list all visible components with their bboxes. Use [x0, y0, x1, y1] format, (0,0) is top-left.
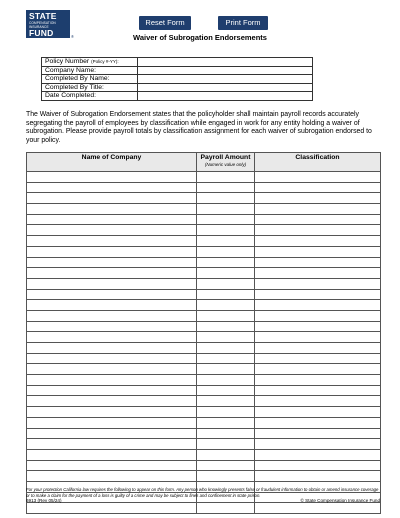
company-cell[interactable] — [27, 407, 197, 418]
table-row — [27, 460, 381, 471]
classification-cell[interactable] — [255, 460, 381, 471]
payroll-cell[interactable] — [197, 460, 255, 471]
payroll-cell[interactable] — [197, 193, 255, 204]
classification-cell[interactable] — [255, 407, 381, 418]
company-cell[interactable] — [27, 300, 197, 311]
payroll-cell[interactable] — [197, 385, 255, 396]
payroll-cell[interactable] — [197, 278, 255, 289]
completed-by-name-field[interactable] — [138, 75, 313, 84]
company-name-label: Company Name: — [42, 66, 138, 75]
classification-cell[interactable] — [255, 449, 381, 460]
classification-cell[interactable] — [255, 182, 381, 193]
company-cell[interactable] — [27, 278, 197, 289]
classification-cell[interactable] — [255, 343, 381, 354]
payroll-cell[interactable] — [197, 300, 255, 311]
company-cell[interactable] — [27, 364, 197, 375]
classification-cell[interactable] — [255, 428, 381, 439]
table-row — [27, 257, 381, 268]
classification-cell[interactable] — [255, 353, 381, 364]
date-completed-label: Date Completed: — [42, 92, 138, 101]
payroll-cell[interactable] — [197, 343, 255, 354]
form-title: Waiver of Subrogation Endorsements — [133, 33, 267, 42]
payroll-cell[interactable] — [197, 364, 255, 375]
table-row — [27, 332, 381, 343]
table-row — [27, 278, 381, 289]
logo-line-fund: FUND — [29, 28, 54, 38]
payroll-cell[interactable] — [197, 375, 255, 386]
table-row — [27, 182, 381, 193]
classification-cell[interactable] — [255, 246, 381, 257]
classification-cell[interactable] — [255, 417, 381, 428]
company-cell[interactable] — [27, 236, 197, 247]
company-cell[interactable] — [27, 214, 197, 225]
payroll-cell[interactable] — [197, 225, 255, 236]
payroll-cell[interactable] — [197, 332, 255, 343]
payroll-cell[interactable] — [197, 428, 255, 439]
classification-cell[interactable] — [255, 225, 381, 236]
classification-cell[interactable] — [255, 332, 381, 343]
reset-form-button[interactable]: Reset Form — [139, 16, 191, 30]
table-row — [27, 396, 381, 407]
classification-cell[interactable] — [255, 172, 381, 183]
company-cell[interactable] — [27, 257, 197, 268]
payroll-cell[interactable] — [197, 172, 255, 183]
table-row — [27, 417, 381, 428]
payroll-cell[interactable] — [197, 289, 255, 300]
payroll-cell[interactable] — [197, 204, 255, 215]
table-row — [27, 439, 381, 450]
classification-cell[interactable] — [255, 289, 381, 300]
classification-cell[interactable] — [255, 503, 381, 514]
company-cell[interactable] — [27, 375, 197, 386]
table-row — [27, 300, 381, 311]
table-row — [27, 503, 381, 514]
table-row — [27, 428, 381, 439]
company-cell[interactable] — [27, 193, 197, 204]
table-row — [27, 172, 381, 183]
classification-cell[interactable] — [255, 396, 381, 407]
classification-cell[interactable] — [255, 214, 381, 225]
copyright: © State Compensation Insurance Fund — [300, 498, 380, 503]
completed-by-title-field[interactable] — [138, 83, 313, 92]
payroll-cell[interactable] — [197, 417, 255, 428]
classification-cell[interactable] — [255, 257, 381, 268]
company-cell[interactable] — [27, 310, 197, 321]
company-cell[interactable] — [27, 396, 197, 407]
company-cell[interactable] — [27, 268, 197, 279]
policy-number-label: Policy Number (Policy #-YY): — [42, 58, 138, 67]
classification-cell[interactable] — [255, 439, 381, 450]
table-row — [27, 471, 381, 482]
classification-cell[interactable] — [255, 278, 381, 289]
table-row — [27, 343, 381, 354]
table-row — [27, 225, 381, 236]
classification-cell[interactable] — [255, 236, 381, 247]
payroll-cell[interactable] — [197, 182, 255, 193]
print-form-button[interactable]: Print Form — [218, 16, 268, 30]
classification-cell[interactable] — [255, 385, 381, 396]
completed-by-name-label: Completed By Name: — [42, 75, 138, 84]
company-cell[interactable] — [27, 471, 197, 482]
company-cell[interactable] — [27, 460, 197, 471]
column-header-classification: Classification — [255, 153, 381, 172]
company-cell[interactable] — [27, 182, 197, 193]
payroll-cell[interactable] — [197, 353, 255, 364]
company-cell[interactable] — [27, 343, 197, 354]
payroll-table-body — [27, 172, 381, 514]
payroll-cell[interactable] — [197, 268, 255, 279]
table-row — [27, 236, 381, 247]
table-row — [27, 193, 381, 204]
company-cell[interactable] — [27, 449, 197, 460]
fraud-notice: For your protection California law requires the following to appear on this form. Any person who knowingly presents false or fraudulent information to obtain or amend insurance coverage or to make a claim for the payment of a loss is guilty of a crime and may be subject to fines and confinement in state prison. — [26, 487, 379, 498]
classification-cell[interactable] — [255, 321, 381, 332]
completed-by-title-label: Completed By Title: — [42, 83, 138, 92]
company-cell[interactable] — [27, 332, 197, 343]
company-cell[interactable] — [27, 417, 197, 428]
table-row — [27, 204, 381, 215]
payroll-cell[interactable] — [197, 471, 255, 482]
payroll-cell[interactable] — [197, 310, 255, 321]
company-cell[interactable] — [27, 204, 197, 215]
company-cell[interactable] — [27, 428, 197, 439]
table-row — [27, 353, 381, 364]
table-row — [27, 214, 381, 225]
company-name-field[interactable] — [138, 66, 313, 75]
classification-cell[interactable] — [255, 268, 381, 279]
payroll-table — [26, 152, 381, 514]
classification-cell[interactable] — [255, 471, 381, 482]
logo-line-state: STATE — [29, 11, 57, 21]
table-row — [27, 407, 381, 418]
company-cell[interactable] — [27, 321, 197, 332]
table-row — [27, 289, 381, 300]
company-cell[interactable] — [27, 385, 197, 396]
payroll-cell[interactable] — [197, 257, 255, 268]
classification-cell[interactable] — [255, 310, 381, 321]
logo-line-compensation: COMPENSATION INSURANCE — [29, 21, 56, 29]
column-header-payroll: Payroll Amount (Numeric value only) — [197, 153, 255, 172]
registered-mark: ® — [71, 34, 74, 39]
instructions-paragraph: The Waiver of Subrogation Endorsement states that the policyholder shall maintain payroll records accurately segregating the payroll of employees by classification while engaged in work for any entity holding a waiver of subrogation. Please provide payroll totals by classification assignment for each waiver of subrogation endorsed to your policy. — [26, 111, 372, 144]
table-row — [27, 385, 381, 396]
payroll-cell[interactable] — [197, 214, 255, 225]
payroll-cell[interactable] — [197, 407, 255, 418]
classification-cell[interactable] — [255, 364, 381, 375]
payroll-cell[interactable] — [197, 321, 255, 332]
policy-number-field[interactable] — [138, 58, 313, 67]
company-cell[interactable] — [27, 246, 197, 257]
policy-info-table — [41, 57, 313, 101]
classification-cell[interactable] — [255, 204, 381, 215]
company-cell[interactable] — [27, 172, 197, 183]
table-row — [27, 268, 381, 279]
table-row — [27, 449, 381, 460]
company-cell[interactable] — [27, 225, 197, 236]
payroll-cell[interactable] — [197, 396, 255, 407]
company-cell[interactable] — [27, 439, 197, 450]
date-completed-field[interactable] — [138, 92, 313, 101]
table-row — [27, 246, 381, 257]
company-cell[interactable] — [27, 503, 197, 514]
payroll-cell[interactable] — [197, 503, 255, 514]
table-row — [27, 364, 381, 375]
form-number: 6913 (Rev 05/24) — [26, 498, 62, 503]
table-row — [27, 310, 381, 321]
payroll-cell[interactable] — [197, 449, 255, 460]
classification-cell[interactable] — [255, 300, 381, 311]
table-row — [27, 375, 381, 386]
classification-cell[interactable] — [255, 375, 381, 386]
company-cell[interactable] — [27, 289, 197, 300]
payroll-cell[interactable] — [197, 246, 255, 257]
table-row — [27, 321, 381, 332]
payroll-cell[interactable] — [197, 236, 255, 247]
classification-cell[interactable] — [255, 193, 381, 204]
payroll-cell[interactable] — [197, 439, 255, 450]
column-header-company: Name of Company — [27, 153, 197, 172]
company-cell[interactable] — [27, 353, 197, 364]
